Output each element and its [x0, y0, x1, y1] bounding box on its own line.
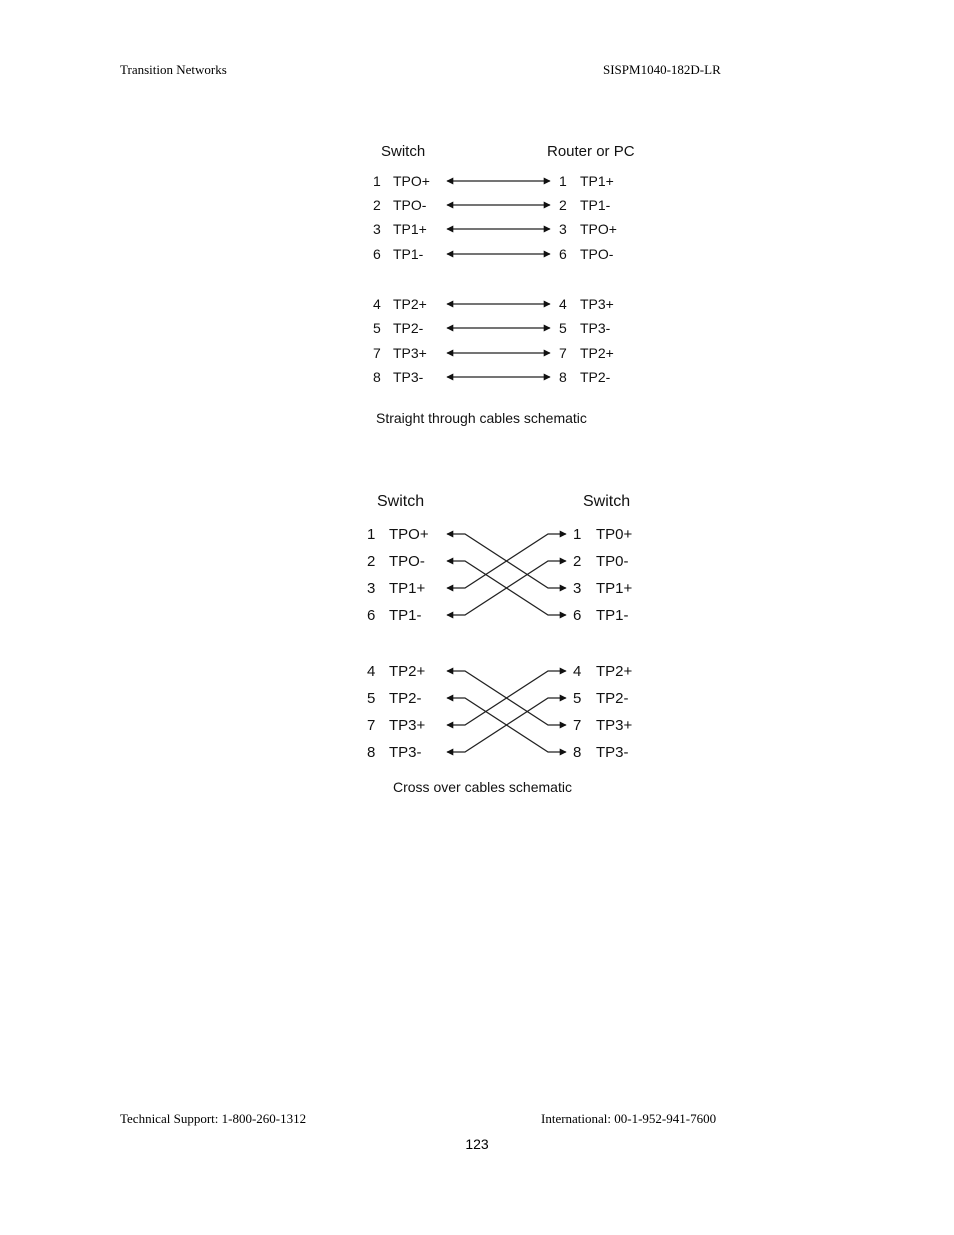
- straight-left-title: Switch: [381, 143, 426, 160]
- cross-over-diagram: [367, 493, 633, 761]
- cross-left-pin-name: TP2-: [389, 690, 422, 707]
- footer-support: Technical Support: 1-800-260-1312: [120, 1111, 307, 1126]
- cross-right-pin-name: TP0+: [596, 526, 633, 543]
- cross-right-pin-number: 3: [573, 580, 582, 597]
- straight-right-pin-number: 2: [559, 197, 567, 213]
- straight-left-pin-number: 2: [373, 197, 381, 213]
- cross-right-pin-number: 5: [573, 690, 582, 707]
- cross-right-pin-name: TP1+: [596, 580, 633, 597]
- straight-right-pin-number: 3: [559, 221, 567, 237]
- cross-right-pin-name: TP3-: [596, 744, 629, 761]
- footer-international: International: 00-1-952-941-7600: [541, 1111, 717, 1126]
- cross-right-title: Switch: [583, 493, 631, 510]
- straight-right-pin-number: 4: [559, 296, 567, 312]
- cross-left-pin-name: TP1+: [389, 580, 426, 597]
- cross-left-pin-name: TPO+: [389, 526, 429, 543]
- cross-left-pin-name: TP2+: [389, 663, 426, 680]
- straight-right-pin-number: 6: [559, 246, 567, 262]
- straight-right-pin-name: TP3-: [580, 320, 611, 336]
- straight-right-pin-number: 8: [559, 369, 567, 385]
- straight-right-title: Router or PC: [547, 143, 635, 160]
- straight-left-pin-name: TPO+: [393, 173, 430, 189]
- cross-left-pin-number: 1: [367, 526, 376, 543]
- cross-left-pin-name: TP3+: [389, 717, 426, 734]
- cross-left-pin-number: 3: [367, 580, 376, 597]
- straight-left-pin-number: 7: [373, 345, 381, 361]
- straight-left-pin-name: TP1+: [393, 221, 427, 237]
- straight-right-pin-name: TP1+: [580, 173, 614, 189]
- cross-right-pin-name: TP1-: [596, 607, 629, 624]
- straight-through-diagram: [373, 143, 635, 385]
- cross-right-pin-number: 1: [573, 526, 582, 543]
- page-number: 123: [465, 1136, 489, 1152]
- straight-left-pin-number: 4: [373, 296, 381, 312]
- cross-right-pin-number: 2: [573, 553, 582, 570]
- cross-left-pin-name: TP3-: [389, 744, 422, 761]
- straight-right-pin-name: TP2+: [580, 345, 614, 361]
- cross-caption: Cross over cables schematic: [393, 779, 572, 795]
- cross-left-pin-number: 4: [367, 663, 376, 680]
- straight-right-pin-name: TP3+: [580, 296, 614, 312]
- straight-left-pin-name: TP1-: [393, 246, 424, 262]
- straight-left-pin-number: 5: [373, 320, 381, 336]
- straight-right-pin-name: TPO-: [580, 246, 614, 262]
- cross-right-pin-name: TP3+: [596, 717, 633, 734]
- straight-left-pin-number: 6: [373, 246, 381, 262]
- straight-right-pin-name: TPO+: [580, 221, 617, 237]
- straight-left-pin-number: 3: [373, 221, 381, 237]
- cross-right-pin-number: 7: [573, 717, 582, 734]
- cross-right-pin-name: TP0-: [596, 553, 629, 570]
- cross-left-pin-number: 7: [367, 717, 376, 734]
- header-model: SISPM1040-182D-LR: [603, 62, 721, 77]
- cross-right-pin-name: TP2+: [596, 663, 633, 680]
- cross-right-pin-number: 4: [573, 663, 582, 680]
- straight-left-pin-name: TP2+: [393, 296, 427, 312]
- cross-left-pin-number: 8: [367, 744, 376, 761]
- cross-left-pin-number: 5: [367, 690, 376, 707]
- straight-left-pin-name: TP2-: [393, 320, 424, 336]
- straight-left-pin-name: TPO-: [393, 197, 427, 213]
- header-company: Transition Networks: [120, 62, 227, 77]
- straight-right-pin-number: 5: [559, 320, 567, 336]
- cross-left-pin-name: TP1-: [389, 607, 422, 624]
- straight-right-pin-name: TP1-: [580, 197, 611, 213]
- cross-left-pin-name: TPO-: [389, 553, 425, 570]
- straight-left-pin-name: TP3+: [393, 345, 427, 361]
- cross-right-pin-number: 8: [573, 744, 582, 761]
- cross-left-title: Switch: [377, 493, 425, 510]
- cross-right-pin-number: 6: [573, 607, 582, 624]
- cross-left-pin-number: 2: [367, 553, 376, 570]
- straight-left-pin-number: 8: [373, 369, 381, 385]
- straight-right-pin-number: 7: [559, 345, 567, 361]
- straight-left-pin-name: TP3-: [393, 369, 424, 385]
- straight-right-pin-number: 1: [559, 173, 567, 189]
- straight-caption: Straight through cables schematic: [376, 410, 587, 426]
- cross-right-pin-name: TP2-: [596, 690, 629, 707]
- straight-right-pin-name: TP2-: [580, 369, 611, 385]
- straight-left-pin-number: 1: [373, 173, 381, 189]
- cross-left-pin-number: 6: [367, 607, 376, 624]
